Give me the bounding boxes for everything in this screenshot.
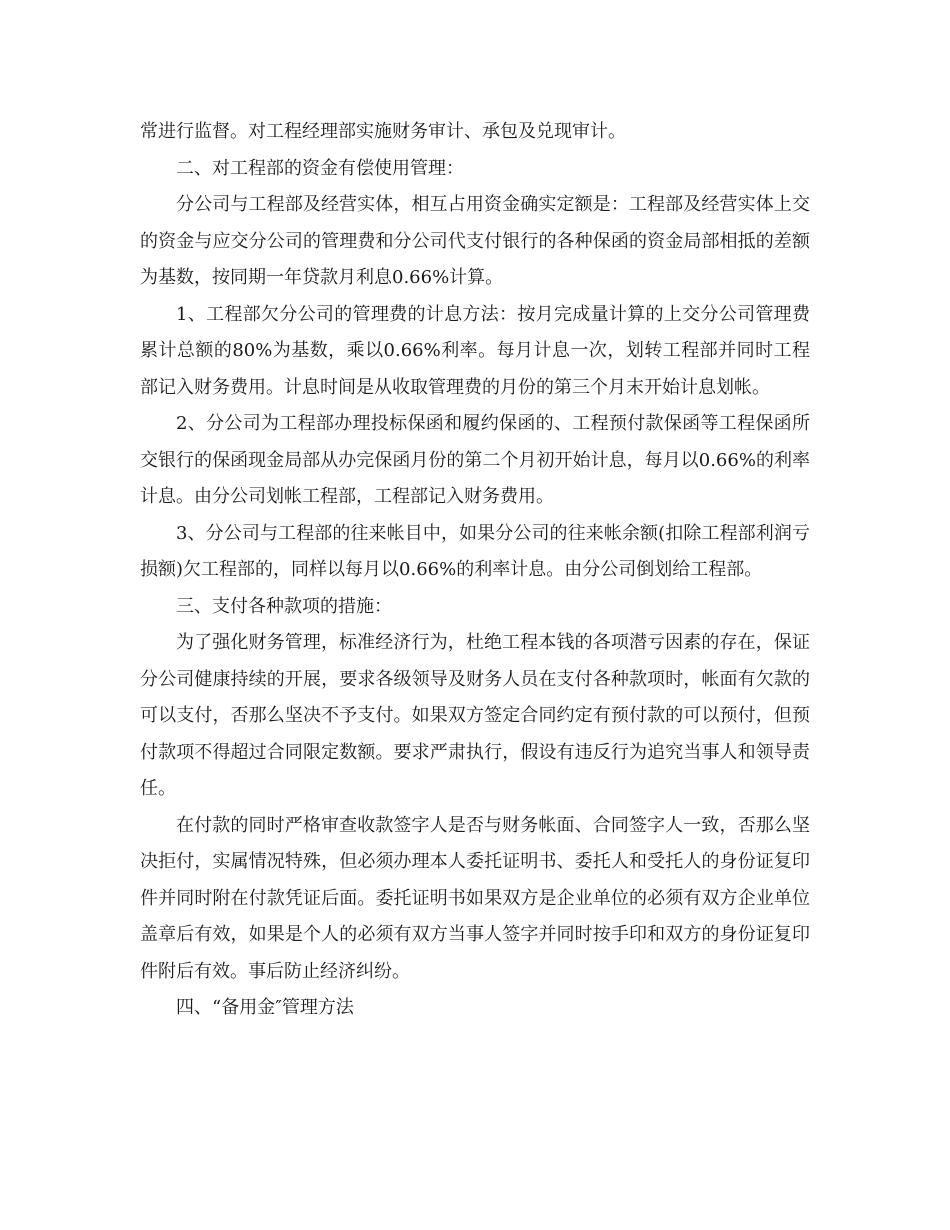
paragraph-item-2: 2、分公司为工程部办理投标保函和履约保函的、工程预付款保函等工程保函所交银行的保函现金局部从办完保函月份的第二个月初开始计息，每月以0.66%的利率计息。由分公司划帐工程部，工程部记入财务费用。 xyxy=(140,413,810,507)
paragraph-fund-quota: 分公司与工程部及经营实体，相互占用资金确实定额是：工程部及经营实体上交的资金与应交分公司的管理费和分公司代支付银行的各种保函的资金局部相抵的差额为基数，按同期一年贷款月利息0.66%计算。 xyxy=(140,194,810,288)
section-heading-3: 三、支付各种款项的措施： xyxy=(176,595,392,617)
section-heading-2: 二、对工程部的资金有偿使用管理： xyxy=(176,157,464,179)
section-heading-4: 四、“备用金″管理方法 xyxy=(176,997,354,1018)
paragraph-item-1: 1、工程部欠分公司的管理费的计息方法：按月完成量计算的上交分公司管理费累计总额的80%为基数，乘以0.66%利率。每月计息一次，划转工程部并同时工程部记入财务费用。计息时间是从收取管理费的月份的第三个月末开始计息划帐。 xyxy=(140,303,810,398)
paragraph-payment-control: 为了强化财务管理，标准经济行为，杜绝工程本钱的各项潜亏因素的存在，保证分公司健康持续的开展，要求各级领导及财务人员在支付各种款项时，帐面有欠款的可以支付，否那么坚决不予支付。如果双方签定合同约定有预付款的可以预付，但预付款项不得超过合同限定数额。要求严肃执行，假设有违反行为追究当事人和领导责任。 xyxy=(140,632,810,799)
paragraph-item-3: 3、分公司与工程部的往来帐目中，如果分公司的往来帐余额(扣除工程部利润亏损额)欠工程部的，同样以每月以0.66%的利率计息。由分公司倒划给工程部。 xyxy=(140,522,810,580)
paragraph-continuation: 常进行监督。对工程经理部实施财务审计、承包及兑现审计。 xyxy=(140,121,626,142)
paragraph-payment-review: 在付款的同时严格审查收款签字人是否与财务帐面、合同签字人一致，否那么坚决拒付，实属情况特殊，但必须办理本人委托证明书、委托人和受托人的身份证复印件并同时附在付款凭证后面。委托证明书如果双方是企业单位的必须有双方企业单位盖章后有效，如果是个人的必须有双方当事人签字并同时按手印和双方的身份证复印件附后有效。事后防止经济纠纷。 xyxy=(140,814,810,982)
document-body xyxy=(140,114,810,1027)
